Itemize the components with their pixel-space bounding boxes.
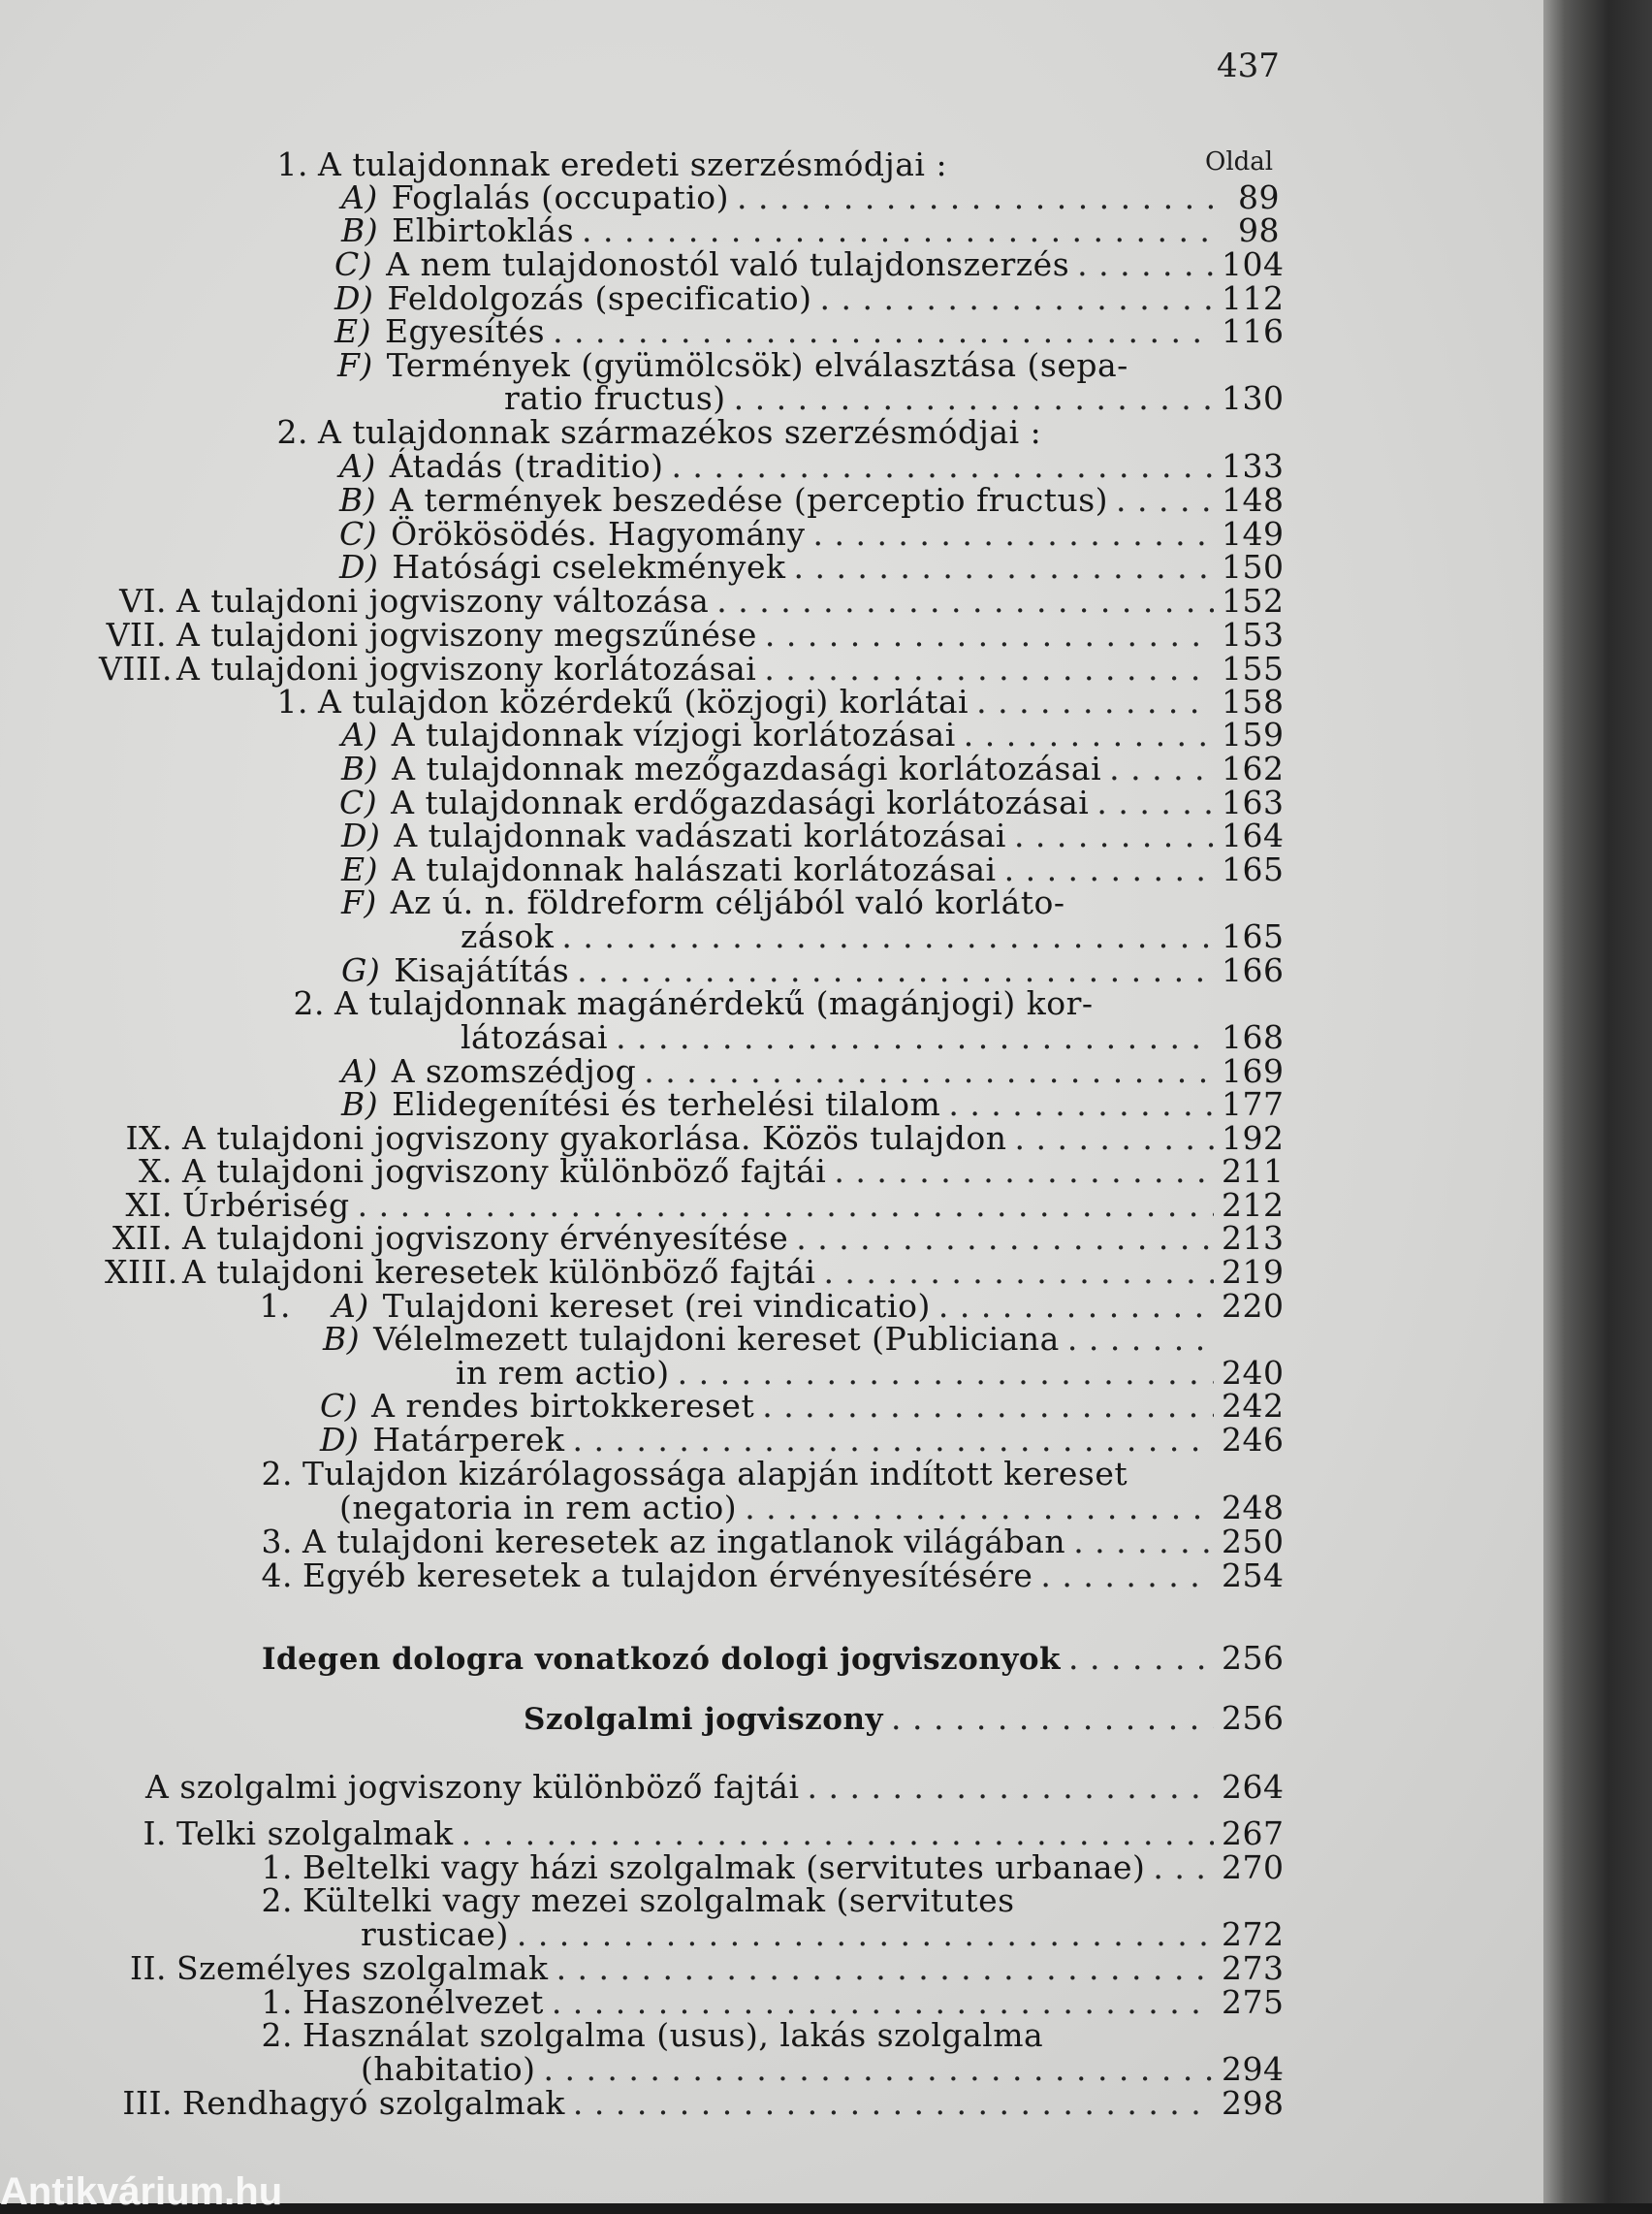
toc-entry-title: A tulajdonnak származékos szerzésmódjai : — [318, 413, 1042, 451]
leader-dots — [1077, 245, 1214, 283]
toc-entry-page: 162 — [1222, 750, 1285, 787]
toc-entry-title: Rendhagyó szolgalmak — [182, 2084, 565, 2122]
toc-entry — [225, 1556, 1285, 1594]
toc-entry — [262, 1639, 1285, 1677]
toc-entry-page: 272 — [1222, 1915, 1285, 1953]
toc-entry-title: A szomszédjog — [391, 1052, 637, 1090]
toc-entry — [240, 413, 1280, 451]
toc-entry-label: A) — [339, 447, 376, 485]
toc-entry-page: 133 — [1222, 447, 1285, 485]
toc-entry-title: Kültelki vagy mezei szolgalmak (servitutes — [302, 1881, 1015, 1919]
leader-dots — [1067, 1320, 1214, 1358]
toc-entry-page: 116 — [1222, 312, 1285, 350]
toc-entry-page: 168 — [1222, 1018, 1285, 1056]
toc-entry — [240, 145, 1280, 183]
toc-entry-title: A tulajdoni keresetek különböző fajtái — [182, 1253, 816, 1291]
toc-entry-label: G) — [341, 951, 381, 989]
toc-entry-number: 1. — [259, 1287, 291, 1325]
toc-entry-page: 273 — [1222, 1949, 1285, 1987]
toc-entry — [339, 481, 1285, 519]
toc-entry — [320, 1421, 1285, 1459]
toc-entry-page: 246 — [1222, 1421, 1285, 1459]
toc-entry-page: 267 — [1222, 1814, 1285, 1852]
toc-entry-page: 213 — [1222, 1219, 1285, 1257]
toc-entry-title: A tulajdonnak eredeti szerzésmódjai : — [318, 145, 948, 183]
toc-entry-title: Elidegenítési és terhelési tilalom — [392, 1085, 941, 1123]
leader-dots — [1073, 1523, 1214, 1560]
leader-dots — [572, 1421, 1214, 1459]
toc-entry-number: X. — [139, 1152, 173, 1190]
toc-entry-label: B) — [339, 481, 377, 519]
toc-entry — [99, 1949, 1285, 1987]
leader-dots — [573, 2084, 1214, 2122]
toc-entry — [341, 951, 1285, 989]
toc-entry — [339, 515, 1285, 553]
toc-entry-number: 1. — [261, 1848, 293, 1886]
toc-entry-number: 1. — [261, 1983, 293, 2021]
toc-entry-title: Termények (gyümölcsök) elválasztása (sepa- — [386, 346, 1128, 384]
toc-entry — [223, 1287, 1285, 1325]
leader-dots — [964, 716, 1214, 754]
toc-entry — [461, 1018, 1285, 1056]
toc-entry-title: rusticae) — [361, 1915, 509, 1953]
toc-entry-number: VI. — [119, 582, 167, 620]
toc-entry — [461, 917, 1285, 955]
toc-entry — [225, 1848, 1285, 1886]
toc-entry-page: 158 — [1222, 683, 1285, 721]
toc-entry-number: 2. — [261, 1881, 293, 1919]
toc-entry — [524, 1699, 1285, 1737]
toc-entry-page: 163 — [1222, 784, 1285, 821]
leader-dots — [891, 1699, 1214, 1737]
toc-entry-title: Foglalás (occupatio) — [391, 178, 730, 216]
toc-entry-title: ratio fructus) — [504, 379, 726, 417]
toc-entry-page: 212 — [1222, 1186, 1285, 1224]
toc-entry — [320, 1387, 1285, 1425]
toc-entry-label: A) — [341, 178, 378, 216]
leader-dots — [543, 2050, 1214, 2088]
toc-entry-title: in rem actio) — [456, 1354, 670, 1392]
toc-entry-number: 3. — [261, 1523, 293, 1560]
leader-dots — [582, 211, 1214, 249]
toc-entry-label: B) — [341, 750, 379, 787]
leader-dots — [734, 379, 1214, 417]
toc-entry-title: A nem tulajdonostól való tulajdonszerzés — [386, 245, 1070, 283]
toc-entry-page: 98 — [1238, 211, 1280, 249]
toc-entry-title: Kisajátítás — [394, 951, 570, 989]
toc-entry — [99, 616, 1285, 654]
toc-entry-title: A tulajdoni jogviszony korlátozásai — [176, 650, 757, 688]
toc-entry-label: F) — [337, 346, 373, 384]
toc-entry-title: Átadás (traditio) — [389, 447, 664, 485]
toc-entry — [341, 716, 1285, 754]
toc-entry-title: A tulajdon közérdekű (közjogi) korlátai — [318, 683, 969, 721]
toc-entry-label: E) — [341, 850, 378, 888]
toc-entry — [339, 447, 1285, 485]
toc-entry — [456, 1354, 1285, 1392]
toc-entry-title: Vélelmezett tulajdoni kereset (Publiciana — [373, 1320, 1060, 1358]
toc-entry — [341, 850, 1285, 888]
toc-entry — [145, 1768, 1285, 1806]
toc-entry-title: Örökösödés. Hagyomány — [391, 515, 806, 553]
toc-entry-label: C) — [339, 784, 378, 821]
toc-entry — [105, 2084, 1285, 2122]
leader-dots — [1116, 481, 1214, 519]
toc-entry-title: Idegen dologra vonatkozó dologi jogviszonyok — [262, 1642, 1062, 1677]
toc-entry-label: D) — [341, 817, 381, 854]
leader-dots — [762, 1387, 1214, 1425]
toc-entry-title: A tulajdonnak halászati korlátozásai — [391, 850, 997, 888]
toc-entry-title: Telki szolgalmak — [176, 1814, 454, 1852]
toc-entry — [240, 683, 1285, 721]
toc-entry-title: A szolgalmi jogviszony különböző fajtái — [145, 1768, 800, 1806]
leader-dots — [808, 1768, 1214, 1806]
toc-entry — [225, 1455, 1280, 1490]
toc-entry-title: Tulajdoni kereset (rei vindicatio) — [382, 1287, 931, 1325]
leader-dots — [765, 616, 1214, 654]
toc-entry-label: A) — [341, 1052, 378, 1090]
toc-entry — [105, 1186, 1285, 1224]
toc-entry — [339, 548, 1285, 586]
toc-entry-number: 2. — [293, 984, 325, 1022]
toc-entry-label: C) — [320, 1387, 359, 1425]
toc-entry-page: 242 — [1222, 1387, 1285, 1425]
toc-entry-page: 294 — [1222, 2050, 1285, 2088]
toc-entry-page: 164 — [1222, 817, 1285, 854]
toc-entry — [105, 1152, 1285, 1190]
toc-entry-label: C) — [339, 515, 378, 553]
toc-entry-page: 256 — [1222, 1639, 1285, 1677]
leader-dots — [1014, 817, 1214, 854]
toc-entry-label: F) — [341, 883, 377, 921]
toc-entry-title: Egyéb keresetek a tulajdon érvényesítésére — [302, 1556, 1033, 1594]
column-header: Oldal — [1205, 147, 1274, 176]
leader-dots — [745, 1489, 1214, 1526]
toc-entry-page: 166 — [1222, 951, 1285, 989]
toc-entry-page: 150 — [1222, 548, 1285, 586]
toc-entry-label: C) — [334, 245, 373, 283]
toc-entry-number: IX. — [125, 1119, 173, 1157]
toc-entry — [105, 1219, 1285, 1257]
toc-entry-page: 159 — [1222, 716, 1285, 754]
toc-entry — [105, 1119, 1285, 1157]
toc-entry-title: A tulajdoni keresetek az ingatlanok világában — [302, 1523, 1066, 1560]
toc-entry-page: 220 — [1222, 1287, 1285, 1325]
toc-entry-title: Haszonélvezet — [302, 1983, 544, 2021]
toc-entry — [337, 346, 1280, 384]
toc-entry-page: 250 — [1222, 1523, 1285, 1560]
toc-entry — [341, 817, 1285, 854]
leader-dots — [716, 582, 1214, 620]
toc-entry-title: A tulajdonnak erdőgazdasági korlátozásai — [391, 784, 1090, 821]
leader-dots — [517, 1915, 1214, 1953]
toc-entry-label: D) — [339, 548, 379, 586]
toc-entry-title: Beltelki vagy házi szolgalmak (servitutes urbanae) — [302, 1848, 1146, 1886]
leader-dots — [1068, 1639, 1214, 1677]
toc-entry-title: A tulajdoni jogviszony különböző fajtái — [182, 1152, 827, 1190]
toc-entry-number: VIII. — [99, 650, 173, 688]
leader-dots — [461, 1814, 1214, 1852]
toc-entry-page: 130 — [1222, 379, 1285, 417]
toc-entry — [339, 784, 1285, 821]
leader-dots — [793, 548, 1214, 586]
leader-dots — [556, 1949, 1214, 1987]
toc-entry-label: D) — [334, 279, 374, 317]
leader-dots — [553, 312, 1214, 350]
toc-entry-page: 177 — [1222, 1085, 1285, 1123]
leader-dots — [1109, 750, 1214, 787]
toc-entry-title: (habitatio) — [361, 2050, 536, 2088]
toc-entry — [225, 1983, 1285, 2021]
toc-entry-number: XI. — [125, 1186, 173, 1224]
leader-dots — [616, 1018, 1214, 1056]
toc-entry-title: A termények beszedése (perceptio fructus) — [390, 481, 1109, 519]
toc-entry — [225, 1881, 1280, 1919]
toc-entry-number: 1. — [276, 683, 308, 721]
toc-entry-page: 149 — [1222, 515, 1285, 553]
toc-entry-number: VII. — [106, 616, 167, 654]
toc-entry-number: XIII. — [105, 1253, 178, 1291]
toc-entry-title: A tulajdonnak vadászati korlátozásai — [394, 817, 1006, 854]
leader-dots — [823, 1253, 1214, 1291]
toc-entry — [334, 279, 1285, 317]
toc-entry-page: 298 — [1222, 2084, 1285, 2122]
leader-dots — [671, 447, 1214, 485]
toc-entry — [334, 312, 1285, 350]
toc-entry-page: 211 — [1222, 1152, 1285, 1190]
toc-entry-title: A tulajdoni jogviszony változása — [176, 582, 710, 620]
toc-entry-title: (negatoria in rem actio) — [339, 1489, 738, 1526]
toc-entry — [257, 984, 1280, 1022]
toc-entry-title: A tulajdonnak magánérdekű (magánjogi) kor- — [334, 984, 1094, 1022]
toc-entry — [225, 2016, 1280, 2054]
watermark: Antikvárium.hu — [0, 2170, 283, 2213]
toc-entry — [323, 1320, 1280, 1358]
toc-entry-number: II. — [129, 1949, 167, 1987]
toc-entry-title: Szolgalmi jogviszony — [524, 1702, 883, 1737]
toc-entry-number: III. — [122, 2084, 173, 2122]
toc-entry-page: 89 — [1238, 178, 1280, 216]
toc-entry-title: Úrbériség — [182, 1186, 350, 1224]
toc-entry-title: Hatósági cselekmények — [392, 548, 786, 586]
toc-entry-page: 155 — [1222, 650, 1285, 688]
leader-dots — [796, 1219, 1214, 1257]
toc-entry-title: A tulajdonnak mezőgazdasági korlátozásai — [392, 750, 1102, 787]
toc-entry-number: I. — [143, 1814, 167, 1852]
toc-entry-number: 2. — [261, 1455, 293, 1492]
toc-entry-title: Egyesítés — [384, 312, 546, 350]
toc-entry — [334, 245, 1285, 283]
toc-entry-label: B) — [323, 1320, 361, 1358]
toc-entry — [105, 1253, 1285, 1291]
toc-entry-page: 254 — [1222, 1556, 1285, 1594]
toc-entry-page: 275 — [1222, 1983, 1285, 2021]
toc-entry-title: Elbirtoklás — [392, 211, 575, 249]
toc-entry-number: 4. — [261, 1556, 293, 1594]
toc-entry-label: B) — [341, 211, 379, 249]
toc-entry-page: 152 — [1222, 582, 1285, 620]
toc-entry — [225, 1523, 1285, 1560]
toc-entry — [339, 1489, 1285, 1526]
toc-entry-title: zások — [461, 917, 555, 955]
toc-entry-title: Az ú. n. földreform céljából való korláto- — [390, 883, 1065, 921]
toc-entry-page: 169 — [1222, 1052, 1285, 1090]
toc-entry — [99, 582, 1285, 620]
toc-entry — [99, 650, 1285, 688]
toc-entry-number: XII. — [111, 1219, 173, 1257]
toc-entry — [99, 1814, 1285, 1852]
toc-entry-label: A) — [341, 716, 378, 754]
toc-entry — [504, 379, 1285, 417]
toc-entry-page: 192 — [1222, 1119, 1285, 1157]
toc-entry-page: 148 — [1222, 481, 1285, 519]
toc-entry-page: 248 — [1222, 1489, 1285, 1526]
toc-entry-page: 165 — [1222, 850, 1285, 888]
toc-entry — [341, 883, 1280, 921]
toc-entry — [341, 178, 1280, 216]
toc-entry-page: 270 — [1222, 1848, 1285, 1886]
toc-entry — [341, 211, 1280, 249]
toc-entry-title: A rendes birtokkereset — [371, 1387, 755, 1425]
toc-entry-title: A tulajdoni jogviszony megszűnése — [176, 616, 757, 654]
leader-dots — [948, 1085, 1214, 1123]
toc-entry-page: 256 — [1222, 1699, 1285, 1737]
toc-entry-label: E) — [334, 312, 371, 350]
toc-entry-title: A tulajdoni jogviszony érvényesítése — [182, 1219, 789, 1257]
book-spine — [1543, 0, 1652, 2203]
toc-entry-title: A tulajdonnak vízjogi korlátozásai — [391, 716, 956, 754]
toc-entry-title: Feldolgozás (specificatio) — [387, 279, 812, 317]
toc-entry-label: B) — [341, 1085, 379, 1123]
toc-entry-title: Tulajdon kizárólagossága alapján indított kereset — [302, 1455, 1128, 1492]
toc-entry-number: 2. — [276, 413, 308, 451]
toc-entry — [341, 1085, 1285, 1123]
leader-dots — [834, 1152, 1214, 1190]
toc-entry — [341, 750, 1285, 787]
toc-entry-label: D) — [320, 1421, 360, 1459]
toc-entry-number: 2. — [261, 2016, 293, 2054]
toc-entry-page: 165 — [1222, 917, 1285, 955]
toc-entry-label: A) — [333, 1287, 369, 1325]
toc-entry-number: 1. — [276, 145, 308, 183]
toc-entry-page: 104 — [1222, 245, 1285, 283]
toc-entry-title: látozásai — [461, 1018, 609, 1056]
toc-entry — [361, 2050, 1285, 2088]
toc-entry-page: 112 — [1222, 279, 1285, 317]
page-number: 437 — [1217, 47, 1280, 85]
toc-entry-page: 153 — [1222, 616, 1285, 654]
toc-entry-title: Határperek — [372, 1421, 565, 1459]
leader-dots — [1040, 1556, 1214, 1594]
toc-entry-title: A tulajdoni jogviszony gyakorlása. Közös tulajdon — [182, 1119, 1007, 1157]
toc-entry-page: 219 — [1222, 1253, 1285, 1291]
toc-entry — [361, 1915, 1285, 1953]
toc-entry-title: Személyes szolgalmak — [176, 1949, 549, 1987]
toc-entry-title: Használat szolgalma (usus), lakás szolgalma — [302, 2016, 1044, 2054]
toc-entry — [341, 1052, 1285, 1090]
toc-entry-page: 264 — [1222, 1768, 1285, 1806]
toc-entry-page: 240 — [1222, 1354, 1285, 1392]
leader-dots — [561, 917, 1214, 955]
